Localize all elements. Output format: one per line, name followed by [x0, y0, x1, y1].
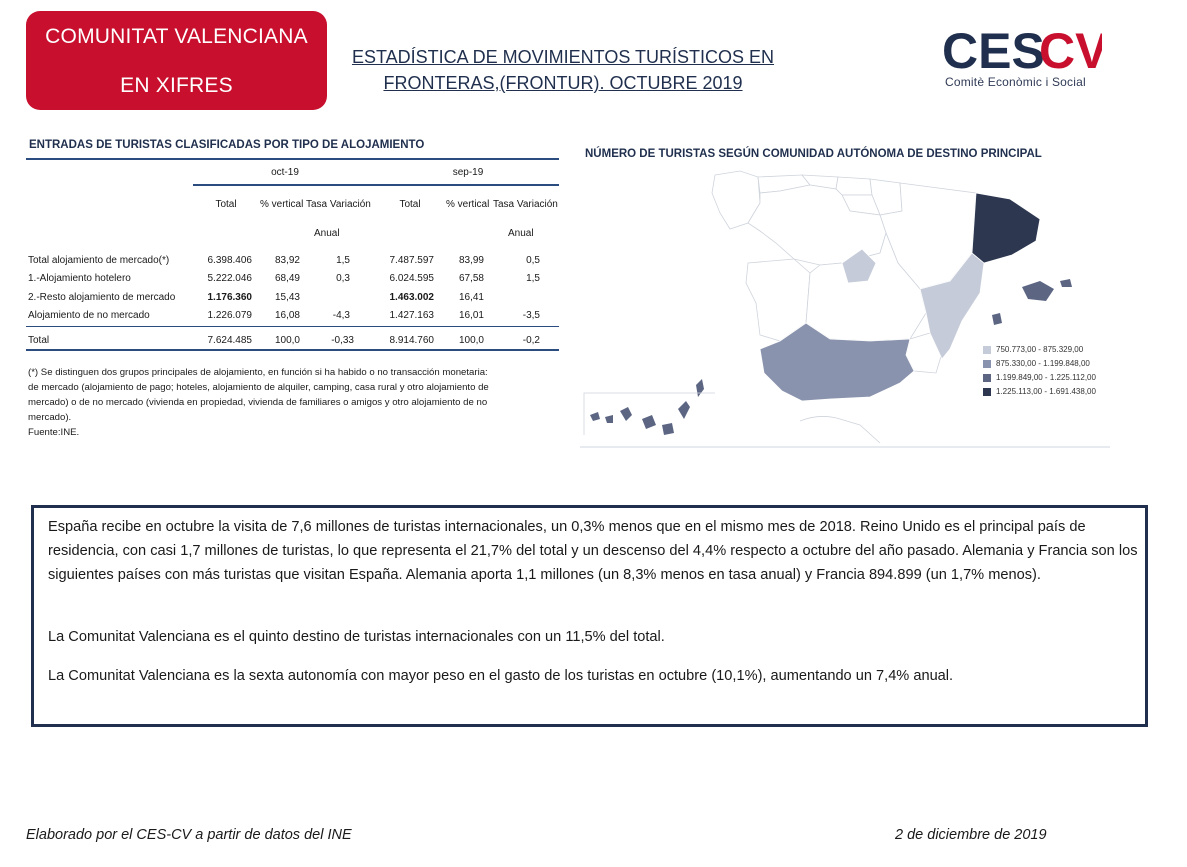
oct-vertical: 100,0	[274, 335, 300, 346]
oct-total: 5.222.046	[207, 273, 252, 284]
sep-vertical: 67,58	[458, 273, 484, 284]
badge-line2: EN XIFRES	[120, 74, 233, 97]
title-line1: ESTADÍSTICA DE MOVIMIENTOS TURÍSTICOS EN	[351, 47, 775, 67]
sep-total: 1.427.163	[389, 310, 434, 321]
summary-box	[31, 505, 1148, 727]
note-line: de mercado (alojamiento de pago; hoteles, alojamiento de alquiler, camping, casa rural y otro alojamiento de	[28, 382, 489, 393]
note-line: mercado).	[28, 412, 72, 423]
note-line: (*) Se distinguen dos grupos principales de alojamiento, en función si ha habido o no transacción monetaria:	[28, 367, 488, 378]
canarias-frame	[584, 393, 715, 435]
sep-total: 1.463.002	[389, 292, 434, 303]
table-top-rule	[26, 158, 559, 160]
sep-total: 8.914.760	[389, 335, 434, 346]
oct-total: 7.624.485	[207, 335, 252, 346]
sep-total: 7.487.597	[389, 255, 434, 266]
note-line: mercado) o de no mercado (vivienda en propiedad, vivienda de familiares o amigos y otro alojamiento de no	[28, 397, 488, 408]
cescv-logo	[942, 22, 1102, 92]
title-line2: FRONTERAS,(FRONTUR). OCTUBRE 2019	[383, 73, 743, 93]
table-footnote	[28, 365, 548, 440]
region-pais-vasco	[836, 177, 872, 195]
legend-swatch	[983, 346, 991, 354]
document-title	[345, 44, 781, 96]
row-label: 2.-Resto alojamiento de mercado	[28, 292, 176, 303]
legend-label: 875.330,00 - 1.199.848,00	[996, 359, 1090, 368]
total-row-rule	[26, 326, 559, 327]
summary-paragraph-1: España recibe en octubre la visita de 7,6 millones de turistas internacionales, un 0,3% menos que en el mismo mes de 2018. Reino Unido es el principal país de residencia, con casi 1,7 millones de turistas, lo que representa el 21,7% del total y un descenso del 4,4% respecto a octubre del año pasado. Alemania y Francia son los siguientes países con más turistas que visitan España. Alemania aporta 1,1 millones (un 8,3% menos en tasa anual) y Francia 894.899 (un 1,7% menos).	[48, 519, 1138, 583]
africa-coastline	[800, 416, 880, 443]
oct-vertical: 16,08	[274, 310, 300, 321]
sep-total: 6.024.595	[389, 273, 434, 284]
sep-vertical: 16,41	[458, 292, 484, 303]
oct-total: 1.226.079	[207, 310, 252, 321]
logo-cv-letters: CV	[1039, 23, 1102, 74]
period-oct: oct-19	[271, 167, 299, 178]
summary-paragraph-2: La Comunitat Valenciana es el quinto destino de turistas internacionales con un 11,5% del total.	[48, 629, 665, 645]
oct-tasa: 0,3	[336, 273, 350, 284]
col-vertical-oct: % vertical	[260, 199, 304, 210]
period-sep: sep-19	[452, 167, 484, 178]
row-label: 1.-Alojamiento hotelero	[28, 273, 131, 284]
table-bottom-rule	[26, 349, 559, 351]
legend-label: 1.199.849,00 - 1.225.112,00	[996, 373, 1096, 382]
region-badge	[26, 11, 327, 110]
oct-tasa: -0,33	[331, 335, 354, 346]
oct-tasa: -4,3	[332, 310, 350, 321]
legend-label: 1.225.113,00 - 1.691.438,00	[996, 387, 1096, 396]
legend-label: 750.773,00 - 875.329,00	[996, 345, 1084, 354]
footer-date: 2 de diciembre de 2019	[895, 827, 1047, 843]
summary-paragraph-3: La Comunitat Valenciana es la sexta autonomía con mayor peso en el gasto de los turistas en octubre (10,1%), aumentando un 7,4% anual.	[48, 668, 954, 684]
region-canarias	[590, 379, 704, 435]
sep-tasa: 1,5	[526, 273, 540, 284]
region-cataluna	[972, 193, 1040, 263]
oct-vertical: 15,43	[274, 292, 300, 303]
logo-ces-letters: CES	[942, 23, 1045, 74]
oct-total: 6.398.406	[207, 255, 252, 266]
source-line: Fuente:INE.	[28, 427, 80, 438]
oct-vertical: 68,49	[274, 273, 300, 284]
col-tasa-oct: Tasa Variación	[306, 199, 371, 210]
col-total-oct: Total	[215, 199, 237, 210]
oct-tasa: 1,5	[336, 255, 350, 266]
row-label: Alojamiento de no mercado	[28, 310, 150, 321]
sep-tasa: 0,5	[526, 255, 540, 266]
region-illes-balears	[992, 279, 1072, 325]
table-period-rule	[193, 184, 559, 186]
sep-vertical: 83,99	[458, 255, 484, 266]
sep-vertical: 16,01	[458, 310, 484, 321]
sep-tasa: -0,2	[522, 335, 540, 346]
col-anual-sep: Anual	[508, 228, 534, 239]
col-vertical-sep: % vertical	[446, 199, 490, 210]
oct-vertical: 83,92	[274, 255, 300, 266]
col-total-sep: Total	[399, 199, 421, 210]
col-tasa-sep: Tasa Variación	[493, 199, 558, 210]
col-anual-oct: Anual	[314, 228, 340, 239]
logo-subtitle: Comitè Econòmic i Social	[945, 75, 1086, 89]
cescv-logo-mark	[942, 22, 1102, 74]
map-title: NÚMERO DE TURISTAS SEGÚN COMUNIDAD AUTÓNOMA DE DESTINO PRINCIPAL	[585, 148, 1042, 160]
legend-swatch	[983, 374, 991, 382]
spain-choropleth-map	[580, 163, 1115, 448]
sep-tasa: -3,5	[522, 310, 540, 321]
footer-credit: Elaborado por el CES-CV a partir de datos del INE	[26, 827, 352, 843]
badge-line1: COMUNITAT VALENCIANA	[45, 25, 308, 48]
sep-vertical: 100,0	[458, 335, 484, 346]
row-label: Total	[28, 335, 50, 346]
legend-swatch	[983, 360, 991, 368]
legend-swatch	[983, 388, 991, 396]
table-title: ENTRADAS DE TURISTAS CLASIFICADAS POR TIPO DE ALOJAMIENTO	[29, 139, 425, 151]
oct-total: 1.176.360	[207, 292, 252, 303]
row-label: Total alojamiento de mercado(*)	[28, 255, 170, 266]
